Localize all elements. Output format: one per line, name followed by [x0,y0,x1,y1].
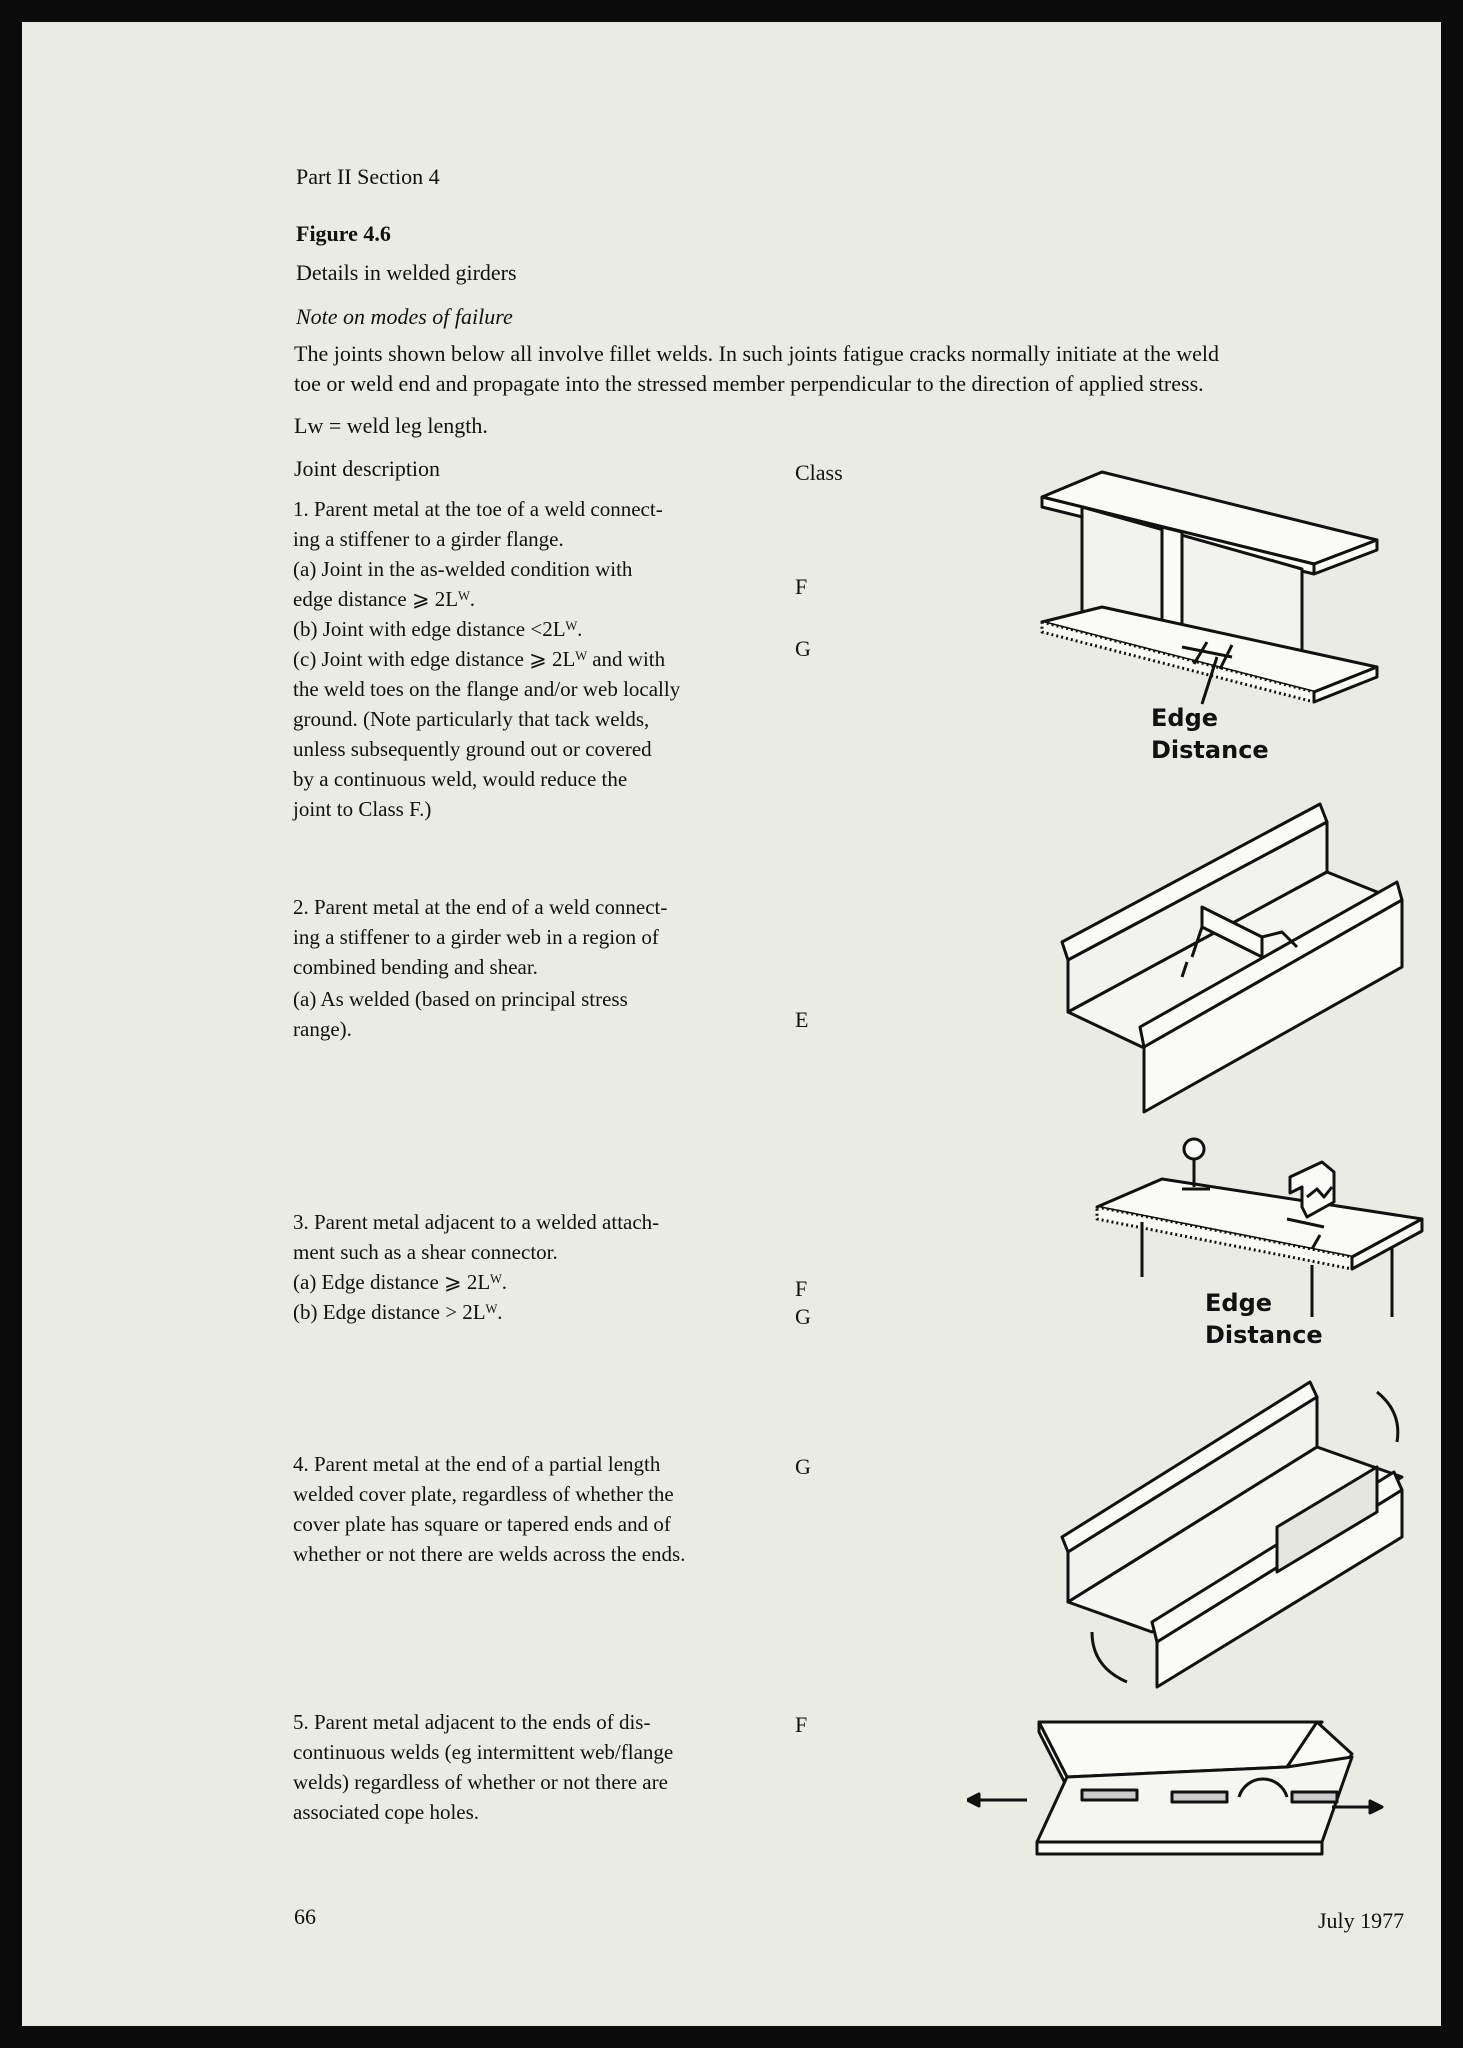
joint-4-line: welded cover plate, regardless of whether the [293,1482,674,1506]
joint-2-line: combined bending and shear. [293,955,538,979]
joint-4-line: cover plate has square or tapered ends and of [293,1512,671,1536]
definition-lw: Lw = weld leg length. [294,413,488,438]
figure-1-label [1151,702,1269,766]
joint-2-line: 2. Parent metal at the end of a weld connect- [293,895,668,919]
section-heading: Part II Section 4 [296,164,440,189]
footer-date: July 1977 [1318,1908,1405,1933]
figure-title: Details in welded girders [296,260,517,285]
joint-1-line: (a) Joint in the as-welded condition with [293,557,633,581]
joint-4-line: whether or not there are welds across the ends. [293,1542,686,1566]
figure-1-girder-stiffener [1022,442,1402,742]
joint-1-class-b: G [795,636,811,661]
figure-3-label-line: Distance [1205,1321,1323,1349]
joint-2-line: (a) As welded (based on principal stress [293,987,628,1011]
joint-5-class-a: F [795,1712,808,1737]
joint-3-line: 3. Parent metal adjacent to a welded attach- [293,1210,660,1234]
joint-1-line: unless subsequently ground out or covered [293,737,652,761]
figure-1-label-line: Distance [1151,736,1269,764]
joint-1-line: edge distance ⩾ 2Lᵂ. [293,587,475,611]
column-class: Class [795,460,843,485]
joint-1-line: 1. Parent metal at the toe of a weld connect- [293,497,663,521]
joint-5-line: welds) regardless of whether or not there are [293,1770,668,1794]
joint-1-line: (c) Joint with edge distance ⩾ 2Lᵂ and with [293,647,666,671]
joint-2-class-a: E [795,1007,809,1032]
joint-1-line: by a continuous weld, would reduce the [293,767,628,791]
document-page [22,22,1441,2026]
figure-3-label-line: Edge [1205,1289,1273,1317]
figure-4-cover-plate [1052,1352,1422,1702]
joint-3-line: (b) Edge distance > 2Lᵂ. [293,1300,503,1324]
joint-1-class-a: F [795,574,808,599]
joint-1-line: ing a stiffener to a girder flange. [293,527,564,551]
column-joint-description: Joint description [294,456,441,481]
joint-5-line: 5. Parent metal adjacent to the ends of dis- [293,1710,651,1734]
figure-1-label-line: Edge [1151,704,1219,732]
joint-2-line: ing a stiffener to a girder web in a region of [293,925,659,949]
joint-4-line: 4. Parent metal at the end of a partial length [293,1452,661,1476]
note-text-line: The joints shown below all involve fillet welds. In such joints fatigue cracks normally initiate at the weld [294,341,1220,366]
joint-1-line: joint to Class F.) [293,797,432,821]
joint-4-class-a: G [795,1454,811,1479]
figure-5-intermittent-welds [967,1712,1387,1862]
joint-3-class-a: F [795,1276,808,1301]
joint-3-class-b: G [795,1304,811,1329]
note-text-line: toe or weld end and propagate into the stressed member perpendicular to the direction of applied stress. [294,371,1204,396]
joint-2-line: range). [293,1017,352,1041]
figure-2-web-stiffener [1052,782,1432,1122]
joint-5-line: associated cope holes. [293,1800,480,1824]
joint-1-line: (b) Joint with edge distance <2Lᵂ. [293,617,583,641]
page-number: 66 [294,1904,316,1929]
figure-number: Figure 4.6 [296,221,391,246]
joint-5-line: continuous welds (eg intermittent web/flange [293,1740,674,1764]
joint-3-line: ment such as a shear connector. [293,1240,558,1264]
joint-1-line: the weld toes on the flange and/or web locally [293,677,681,701]
joint-3-line: (a) Edge distance ⩾ 2Lᵂ. [293,1270,508,1294]
note-heading: Note on modes of failure [296,304,513,329]
joint-1-line: ground. (Note particularly that tack welds, [293,707,650,731]
figure-3-label [1205,1287,1323,1351]
